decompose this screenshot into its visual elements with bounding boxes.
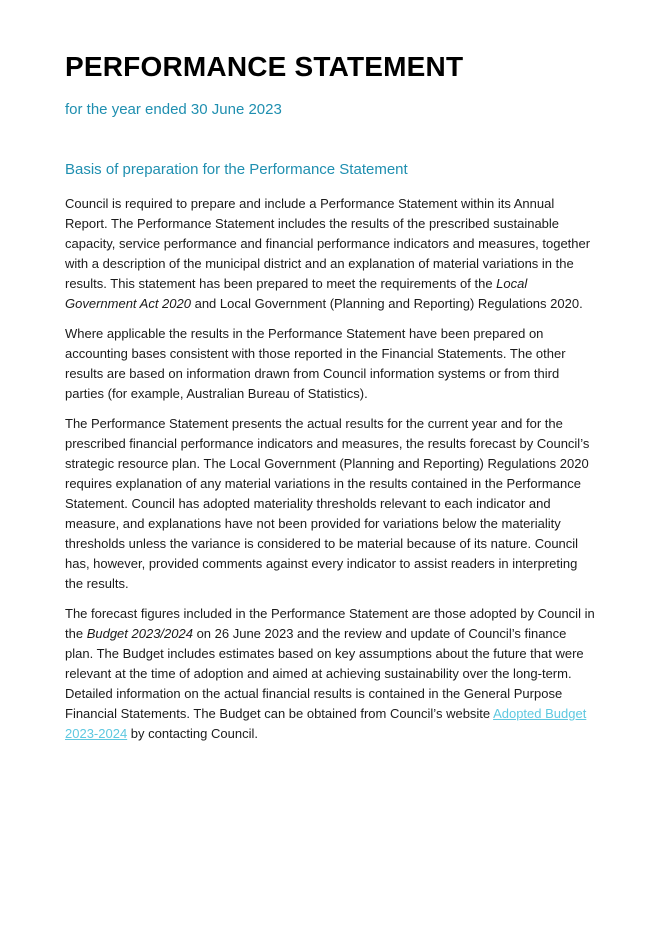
- paragraph-basis-requirements: [65, 194, 595, 314]
- section-heading: Basis of preparation for the Performance Statement: [65, 161, 408, 178]
- paragraph-text: on 26 June 2023 and the review and update of Council’s finance plan. The Budget includes estimates based on key assumptions about the future that were relevant at the time of adoption and aimed at achieving sustainability over the long-term. Detailed information on the actual financial results is contained in the General Purpose Financial Statements. The Budget can be obtained from Council’s website: [65, 626, 584, 721]
- budget-title: Budget 2023/2024: [86, 626, 193, 641]
- paragraph-text: and Local Government (Planning and Reporting) Regulations 2020.: [190, 296, 583, 311]
- paragraph-forecast-figures: [65, 604, 595, 744]
- act-title: Local Government Act 2020: [65, 276, 528, 311]
- page-title: PERFORMANCE STATEMENT: [65, 51, 464, 82]
- paragraph-accounting-bases: Where applicable the results in the Performance Statement have been prepared on accounting bases consistent with those reported in the Financial Statements. The other results are based on information drawn from Council information systems or from third parties (for example, Australian Bureau of Statistics).: [65, 326, 566, 401]
- paragraph-results-explanation: The Performance Statement presents the actual results for the current year and for the prescribed financial performance indicators and measures, the results forecast by Council’s strategic resource plan. The Local Government (Planning and Reporting) Regulations 2020 requires explanation of any material variations in the results contained in the Performance Statement. Council has adopted materiality thresholds relevant to each indicator and measure, and explanations have not been provided for variations below the materiality thresholds unless the variance is considered to be material because of its nature. Council has, however, provided comments against every indicator to assist readers in interpreting the results.: [65, 416, 590, 591]
- performance-statement-page: [65, 50, 595, 744]
- paragraph-text: The forecast figures included in the Performance Statement are those adopted by Council in the: [65, 606, 595, 641]
- paragraph-text: by contacting Council.: [127, 726, 258, 741]
- page-subtitle: for the year ended 30 June 2023: [65, 101, 282, 118]
- paragraph-text: Council is required to prepare and include a Performance Statement within its Annual Report. The Performance Statement includes the results of the prescribed sustainable capacity, service performance and financial performance indicators and measures, together with a description of the municipal district and an explanation of material variations in the results. This statement has been prepared to meet the requirements of the: [65, 196, 591, 291]
- adopted-budget-link[interactable]: Adopted Budget 2023-2024: [65, 706, 587, 741]
